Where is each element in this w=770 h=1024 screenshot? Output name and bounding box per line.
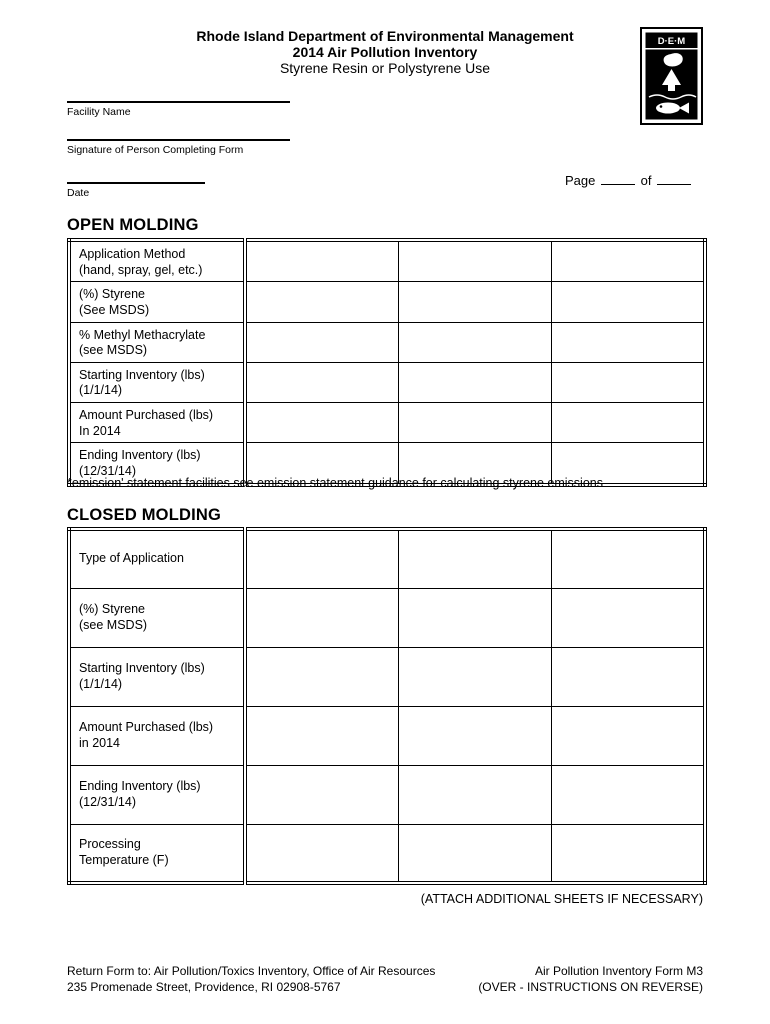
date-input[interactable] — [67, 182, 205, 184]
table-row — [69, 588, 705, 647]
row-label-line2: (12/31/14) — [79, 463, 136, 478]
entry-cell[interactable] — [398, 322, 551, 362]
closed-molding-table — [67, 527, 707, 885]
page-label: Page — [565, 173, 596, 188]
entry-cell[interactable] — [398, 403, 551, 443]
form-title-line1: Rhode Island Department of Environmental Management — [196, 28, 574, 44]
entry-cell[interactable] — [398, 282, 551, 322]
footer-form-number: Air Pollution Inventory Form M3 — [534, 964, 703, 978]
row-label-line1: Amount Purchased (lbs) — [79, 408, 214, 422]
emission-note: *emission' statement facilities see emission statement guidance for calculating styrene emissions — [67, 476, 603, 490]
row-label-cell — [69, 647, 245, 706]
table-row — [69, 706, 705, 765]
row-label-cell — [69, 765, 245, 824]
row-label-cell — [69, 322, 245, 362]
row-label-line2: (1/1/14) — [79, 383, 123, 398]
row-label-line2: (See MSDS) — [79, 302, 150, 317]
attach-sheets-note: (ATTACH ADDITIONAL SHEETS IF NECESSARY) — [420, 892, 703, 906]
entry-cell[interactable] — [551, 706, 705, 765]
row-label-line1: Amount Purchased (lbs) — [79, 719, 214, 734]
signature-field-group — [67, 139, 290, 156]
entry-cell[interactable] — [551, 362, 705, 402]
entry-cell[interactable] — [398, 362, 551, 402]
entry-cell[interactable] — [245, 322, 398, 362]
row-label-cell — [69, 706, 245, 765]
form-title-line2: 2014 Air Pollution Inventory — [292, 44, 478, 60]
row-label-cell — [69, 240, 245, 282]
row-label-line2: (see MSDS) — [79, 617, 148, 632]
row-label-line1: (%) Styrene — [79, 287, 145, 302]
table-row — [69, 824, 705, 883]
table-row — [69, 322, 705, 362]
facility-name-label: Facility Name — [67, 106, 131, 118]
form-title-line3: Styrene Resin or Polystyrene Use — [279, 60, 491, 76]
table-row — [69, 647, 705, 706]
entry-cell[interactable] — [245, 765, 398, 824]
row-label-line2: (see MSDS) — [79, 343, 148, 358]
row-label-line1: (%) Styrene — [79, 601, 145, 616]
entry-cell[interactable] — [245, 529, 398, 588]
row-label-line2: Temperature (F) — [79, 852, 169, 867]
dem-logo-emblem — [640, 27, 703, 125]
row-label-cell — [69, 529, 245, 588]
table-row — [69, 765, 705, 824]
entry-cell[interactable] — [551, 403, 705, 443]
entry-cell[interactable] — [245, 282, 398, 322]
open-molding-table — [67, 238, 707, 487]
page-number-blank[interactable] — [601, 172, 635, 185]
row-label-line1: Starting Inventory (lbs) — [79, 367, 205, 382]
footer-over-note: (OVER - INSTRUCTIONS ON REVERSE) — [478, 980, 703, 994]
footer-form-id — [478, 963, 703, 995]
row-label-line1: Ending Inventory (lbs) — [79, 778, 201, 793]
row-label-line2: (hand, spray, gel, etc.) — [79, 262, 203, 277]
row-label-line1: Type of Application — [79, 551, 184, 566]
row-label-cell — [69, 403, 245, 443]
entry-cell[interactable] — [245, 240, 398, 282]
entry-cell[interactable] — [551, 240, 705, 282]
entry-cell[interactable] — [398, 765, 551, 824]
dem-logo — [640, 27, 703, 125]
row-label-cell — [69, 362, 245, 402]
row-label-line1: % Methyl Methacrylate — [79, 327, 206, 342]
row-label-cell — [69, 588, 245, 647]
row-label-line2: (1/1/14) — [79, 676, 123, 691]
table-row — [69, 362, 705, 402]
logo-fish-shape — [656, 103, 680, 114]
entry-cell[interactable] — [398, 240, 551, 282]
table-row — [69, 403, 705, 443]
footer-return-address — [67, 963, 435, 995]
entry-cell[interactable] — [551, 588, 705, 647]
entry-cell[interactable] — [245, 824, 398, 883]
table-row — [69, 529, 705, 588]
signature-label: Signature of Person Completing Form — [67, 144, 244, 156]
entry-cell[interactable] — [398, 529, 551, 588]
table-row — [69, 282, 705, 322]
entry-cell[interactable] — [551, 765, 705, 824]
entry-cell[interactable] — [551, 529, 705, 588]
entry-cell[interactable] — [398, 706, 551, 765]
date-label: Date — [67, 187, 90, 199]
dem-logo-text: D·E·M — [657, 36, 686, 47]
entry-cell[interactable] — [245, 706, 398, 765]
entry-cell[interactable] — [551, 322, 705, 362]
row-label-line2: In 2014 — [79, 423, 121, 438]
facility-name-input[interactable] — [67, 101, 290, 103]
date-field-group — [67, 182, 205, 199]
entry-cell[interactable] — [245, 362, 398, 402]
entry-cell[interactable] — [551, 647, 705, 706]
closed-molding-heading: CLOSED MOLDING — [67, 506, 222, 524]
row-label-line2: (12/31/14) — [79, 794, 136, 809]
row-label-line1: Application Method — [79, 247, 186, 261]
page-total-blank[interactable] — [657, 172, 691, 185]
entry-cell[interactable] — [245, 588, 398, 647]
entry-cell[interactable] — [245, 403, 398, 443]
of-label: of — [640, 173, 652, 188]
row-label-line1: Starting Inventory (lbs) — [79, 660, 205, 675]
row-label-cell — [69, 282, 245, 322]
entry-cell[interactable] — [398, 824, 551, 883]
facility-name-field-group — [67, 101, 290, 118]
entry-cell[interactable] — [551, 824, 705, 883]
signature-input[interactable] — [67, 139, 290, 141]
row-label-cell — [69, 824, 245, 883]
entry-cell[interactable] — [551, 282, 705, 322]
entry-cell[interactable] — [245, 647, 398, 706]
page-counter — [565, 172, 693, 188]
row-label-line2: in 2014 — [79, 735, 121, 750]
open-molding-heading: OPEN MOLDING — [67, 216, 199, 234]
row-label-line1: Processing — [79, 837, 141, 852]
entry-cell[interactable] — [398, 588, 551, 647]
entry-cell[interactable] — [398, 647, 551, 706]
table-row — [69, 240, 705, 282]
row-label-line1: Ending Inventory (lbs) — [79, 448, 201, 463]
footer-return-line2: 235 Promenade Street, Providence, RI 02908-5767 — [67, 980, 341, 994]
footer-return-line1: Return Form to: Air Pollution/Toxics Inventory, Office of Air Resources — [67, 964, 436, 978]
